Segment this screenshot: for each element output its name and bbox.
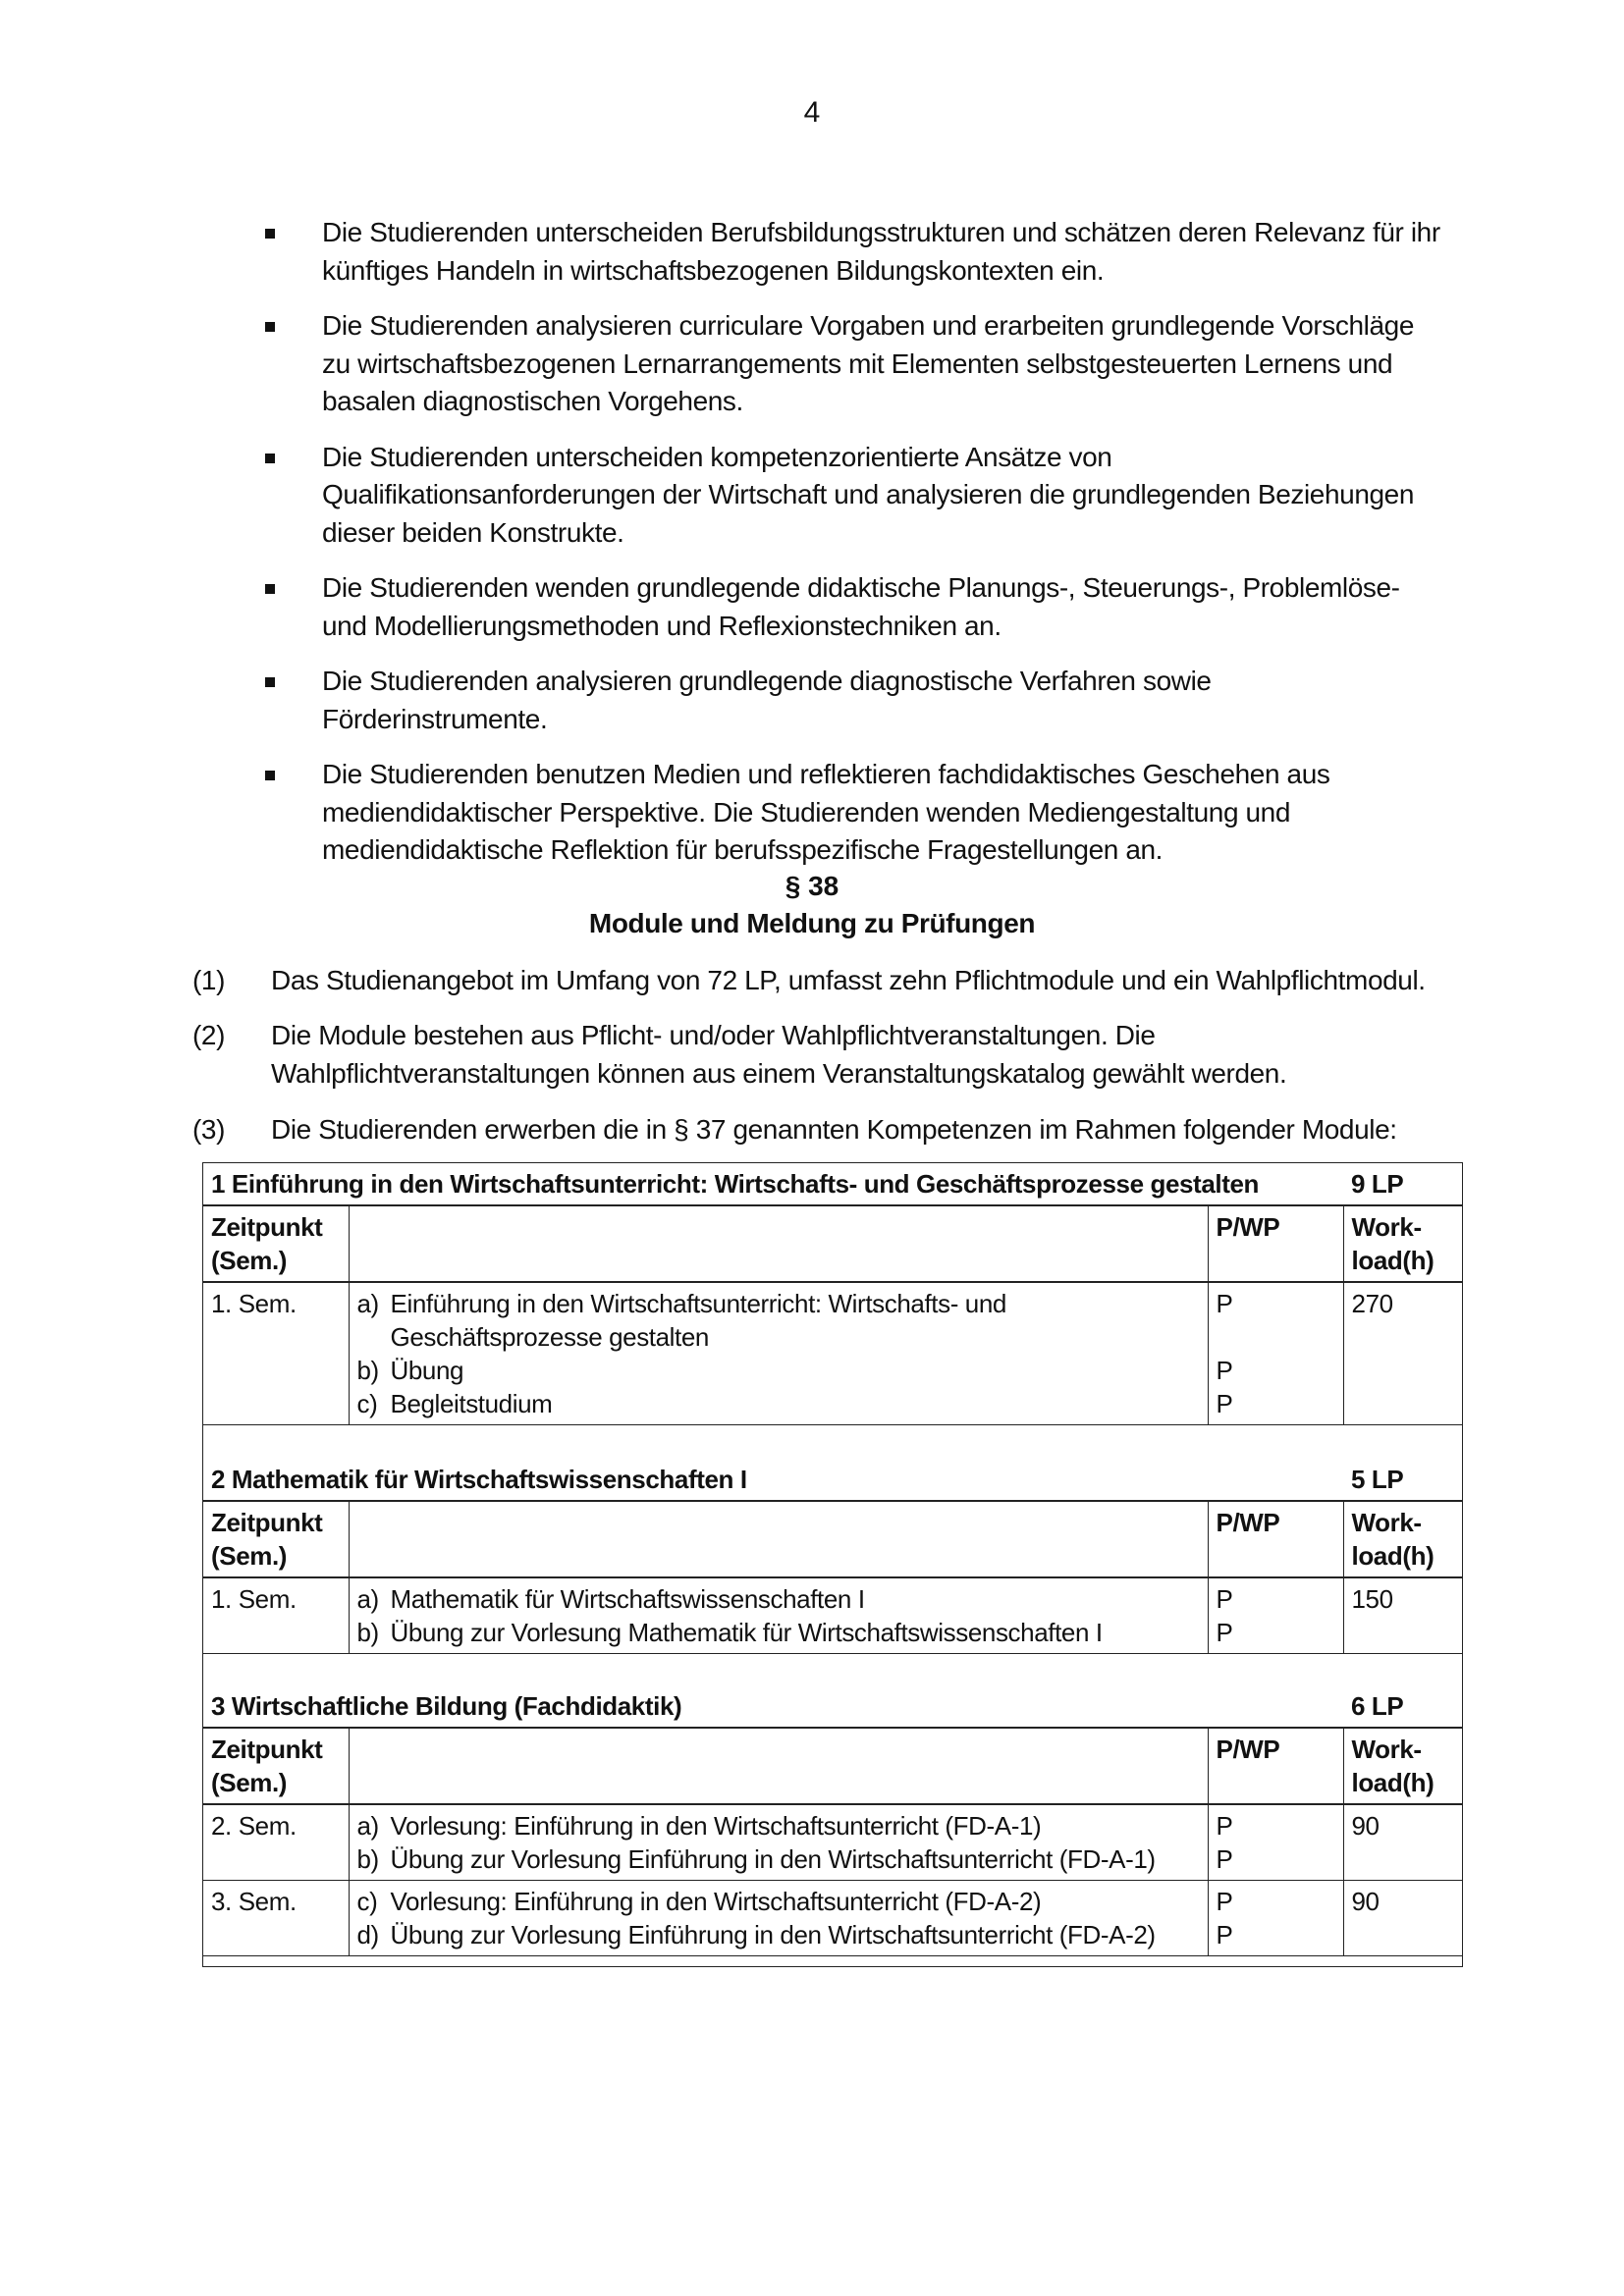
list-item (263, 663, 1441, 738)
course-item (357, 1582, 1200, 1616)
square-bullet-icon (265, 584, 275, 594)
module-title: 2 Mathematik für Wirtschaftswissenschaften I (203, 1459, 1343, 1501)
course-letter: a) (356, 1811, 379, 1841)
module-block (203, 1685, 1462, 1956)
pwp-value: P (1216, 1389, 1233, 1418)
course-name: Übung zur Vorlesung Einführung in den Wirtschaftsunterricht (FD-A-1) (390, 1844, 1156, 1874)
module-block (203, 1459, 1462, 1654)
table-row (203, 1577, 1462, 1654)
pwp-value: P (1216, 1584, 1233, 1614)
header-empty (349, 1205, 1208, 1282)
header-pwp: P/WP (1208, 1728, 1343, 1804)
pwp-value: P (1216, 1920, 1233, 1949)
list-item (263, 569, 1441, 645)
pwp-value: P (1216, 1356, 1233, 1385)
list-item-text: Die Studierenden unterscheiden kompetenzorientierte Ansätze von Qualifikationsanforderungen der Wirtschaft und analysieren die grundlegenden Beziehungen dieser beiden Konstrukte. (322, 441, 1415, 548)
course-name: Übung (390, 1356, 464, 1385)
pwp-value: P (1216, 1618, 1233, 1647)
module-title: 3 Wirtschaftliche Bildung (Fachdidaktik) (203, 1685, 1343, 1728)
section-number: § 38 (785, 871, 839, 901)
course-item (357, 1616, 1200, 1649)
paragraph-text: Die Module bestehen aus Pflicht- und/oder Wahlpflichtveranstaltungen. Die Wahlpflichtveranstaltungen können aus einem Veranstaltungskatalog gewählt werden. (271, 1020, 1287, 1089)
list-item (263, 439, 1441, 553)
list-item-text: Die Studierenden analysieren grundlegende diagnostische Verfahren sowie Förderinstrumente. (322, 666, 1212, 734)
list-item-text: Die Studierenden benutzen Medien und reflektieren fachdidaktisches Geschehen aus mediendidaktischer Perspektive. Die Studierenden wenden Mediengestaltung und mediendidaktische Reflektion für berufsspezifische Fragestellungen an. (322, 759, 1330, 865)
header-workload: Work-load(h) (1343, 1501, 1462, 1577)
list-item (263, 756, 1441, 870)
course-list (349, 1881, 1208, 1956)
pwp-cell (1208, 1804, 1343, 1881)
paragraph (192, 1017, 1441, 1093)
course-list (349, 1804, 1208, 1881)
course-item (357, 1354, 1200, 1387)
semester-cell: 2. Sem. (203, 1804, 349, 1881)
list-item-text: Die Studierenden wenden grundlegende didaktische Planungs-, Steuerungs-, Problemlöse- und Modellierungsmethoden und Reflexionstechniken an. (322, 572, 1400, 641)
paragraph (192, 1111, 1441, 1149)
header-workload: Work-load(h) (1343, 1728, 1462, 1804)
course-letter: c) (356, 1887, 378, 1916)
header-pwp: P/WP (1208, 1205, 1343, 1282)
table-row (203, 1804, 1462, 1881)
header-empty (349, 1728, 1208, 1804)
square-bullet-icon (265, 677, 275, 687)
table-row (203, 1881, 1462, 1956)
section-title: Module und Meldung zu Prüfungen (588, 908, 1036, 938)
paragraph-text: Das Studienangebot im Umfang von 72 LP, umfasst zehn Pflichtmodule und ein Wahlpflichtmodul. (271, 965, 1426, 995)
column-header-row (203, 1501, 1462, 1577)
header-zeitpunkt: Zeitpunkt (Sem.) (203, 1501, 349, 1577)
header-pwp: P/WP (1208, 1501, 1343, 1577)
pwp-cell (1208, 1881, 1343, 1956)
module-lp: 6 LP (1343, 1685, 1462, 1728)
list-item (263, 307, 1441, 421)
workload-cell: 150 (1343, 1577, 1462, 1654)
course-letter: b) (356, 1844, 379, 1874)
course-letter: a) (356, 1289, 379, 1318)
header-zeitpunkt: Zeitpunkt (Sem.) (203, 1205, 349, 1282)
course-item (357, 1842, 1200, 1876)
semester-cell: 1. Sem. (203, 1282, 349, 1425)
square-bullet-icon (265, 229, 275, 239)
semester-cell: 1. Sem. (203, 1577, 349, 1654)
semester-cell: 3. Sem. (203, 1881, 349, 1956)
paragraph (192, 962, 1441, 1000)
list-item-text: Die Studierenden analysieren curriculare Vorgaben und erarbeiten grundlegende Vorschläge zu wirtschaftsbezogenen Lernarrangements mit Elementen selbstgesteuerten Lernens und basalen diagnostischen Vorgehens. (322, 310, 1415, 416)
module-header (203, 1459, 1462, 1501)
module-header (203, 1685, 1462, 1728)
course-item (357, 1809, 1200, 1842)
course-item (357, 1287, 1200, 1354)
list-item-text: Die Studierenden unterscheiden Berufsbildungsstrukturen und schätzen deren Relevanz für ihr künftiges Handeln in wirtschaftsbezogenen Bildungskontexten ein. (322, 217, 1440, 286)
course-name: Begleitstudium (390, 1389, 553, 1418)
course-name: Einführung in den Wirtschaftsunterricht: Wirtschafts- und Geschäftsprozesse gestalten (390, 1289, 1006, 1352)
square-bullet-icon (265, 771, 275, 780)
workload-cell: 270 (1343, 1282, 1462, 1425)
pwp-value: P (1216, 1289, 1233, 1318)
course-letter: b) (356, 1356, 379, 1385)
module-lp: 9 LP (1343, 1163, 1462, 1205)
header-workload: Work-load(h) (1343, 1205, 1462, 1282)
course-name: Vorlesung: Einführung in den Wirtschaftsunterricht (FD-A-1) (390, 1811, 1042, 1841)
course-letter: d) (356, 1920, 379, 1949)
course-list (349, 1282, 1208, 1425)
module-lp: 5 LP (1343, 1459, 1462, 1501)
module-table (202, 1162, 1463, 1967)
page-number: 4 (803, 96, 821, 129)
paragraph-number: (2) (192, 1020, 226, 1050)
pwp-value: P (1216, 1887, 1233, 1916)
module-title: 1 Einführung in den Wirtschaftsunterricht: Wirtschafts- und Geschäftsprozesse gestalten (203, 1163, 1343, 1205)
course-name: Übung zur Vorlesung Einführung in den Wirtschaftsunterricht (FD-A-2) (390, 1920, 1156, 1949)
module-header (203, 1163, 1462, 1205)
course-letter: a) (356, 1584, 379, 1614)
paragraph-text: Die Studierenden erwerben die in § 37 genannten Kompetenzen im Rahmen folgender Module: (271, 1114, 1397, 1145)
square-bullet-icon (265, 322, 275, 332)
pwp-value: P (1216, 1811, 1233, 1841)
course-letter: b) (356, 1618, 379, 1647)
paragraph-number: (1) (192, 965, 226, 995)
competency-list (263, 214, 1441, 887)
pwp-value: P (1216, 1844, 1233, 1874)
square-bullet-icon (265, 454, 275, 463)
header-zeitpunkt: Zeitpunkt (Sem.) (203, 1728, 349, 1804)
header-empty (349, 1501, 1208, 1577)
module-block (203, 1163, 1462, 1425)
column-header-row (203, 1728, 1462, 1804)
workload-cell: 90 (1343, 1804, 1462, 1881)
column-header-row (203, 1205, 1462, 1282)
pwp-cell (1208, 1282, 1343, 1425)
course-list (349, 1577, 1208, 1654)
course-name: Mathematik für Wirtschaftswissenschaften I (390, 1584, 865, 1614)
list-item (263, 214, 1441, 290)
course-name: Übung zur Vorlesung Mathematik für Wirtschaftswissenschaften I (390, 1618, 1103, 1647)
paragraph-number: (3) (192, 1114, 226, 1145)
course-item (357, 1885, 1200, 1918)
course-name: Vorlesung: Einführung in den Wirtschaftsunterricht (FD-A-2) (390, 1887, 1042, 1916)
course-item (357, 1918, 1200, 1951)
workload-cell: 90 (1343, 1881, 1462, 1956)
table-row (203, 1282, 1462, 1425)
course-item (357, 1387, 1200, 1420)
pwp-cell (1208, 1577, 1343, 1654)
course-letter: c) (356, 1389, 378, 1418)
